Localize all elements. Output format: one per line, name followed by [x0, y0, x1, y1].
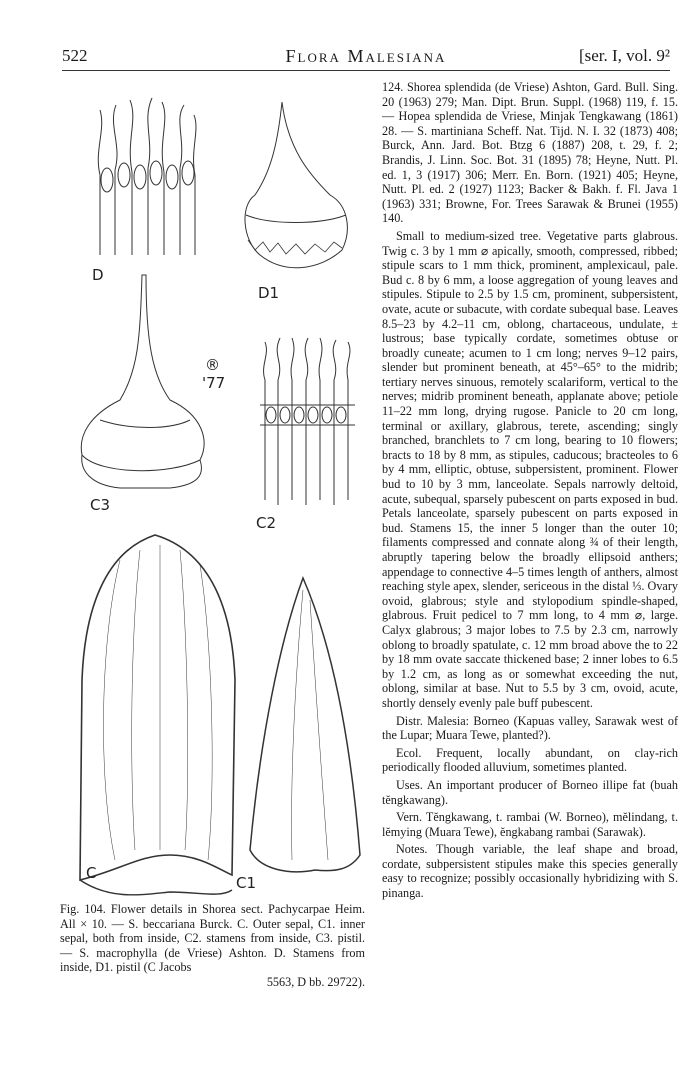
label-d: D [92, 266, 104, 284]
vernacular-names-paragraph: Vern. Tĕngkawang, t. rambai (W. Borneo), mĕlindang, t. lĕmying (Muara Tewe), ĕngkabang rambai (Sarawak). [382, 810, 678, 839]
outer-sepal-drawing-c [80, 535, 235, 895]
botanical-figure [60, 80, 372, 900]
species-description-column [382, 80, 678, 904]
morphological-description: Small to medium-sized tree. Vegetative parts glabrous. Twig c. 3 by 1 mm ⌀ apically, smooth, compressed, ribbed; stipule scars to 1 mm thick, prominent, amplexicaul, pale. Bud c. 8 by 6 mm, a loose aggregation of young leaves and stipules. Stipule to 2.5 by 1.5 cm, prominent, subpersistent, ovate, acute or subacute, with cordate subequal base. Leaves 8.5–23 by 4.2–11 cm, oblong, chartaceous, undulate, ± lustrous; base typically cordate, sometimes obtuse or broadly cuneate; acumen to 1 cm long; nerves 9–12 pairs, slender but prominent beneath, at 45°–65° to the midrib; tertiary nerves sinuous, remotely scalariform, vertical to the nerves; midrib prominent beneath, applanate above; petiole 11–22 mm long, drying rugose. Panicle to 20 cm long, terminal or axillary, glabrous, terete, ascending; singly branched, branchlets to 7 cm long, bearing to 10 flowers; bracts to 18 by 8 mm, as stipules, caducous; bracteoles to 6 by 4 mm, elliptic, obtuse, subpersistent, prominent. Flower bud to 10 by 3 mm, lanceolate. Sepals narrowly deltoid, acute, subequal, sparsely pubescent on parts exposed in bud. Petals lanceolate, sparsely pubescent on parts exposed in bud. Stamens 15, the inner 5 longer than the outer 10; filaments compressed and connate along ¾ of their length, abruptly tapering below the broadly ellipsoid anthers; appendage to connective 4–5 times length of anthers, almost reaching style apex, slender, sericeous in the distal ⅓. Ovary ovoid, glabrous; style and stylopodium spindle-shaped, glabrous. Fruit pedicel to 7 mm long, to 4 mm ⌀, large. Calyx glabrous; 3 major lobes to 7.5 by 2.3 cm, narrowly oblong to broadly spatulate, c. 12 mm broad above the to 22 by 18 mm ovate saccate thickened base; 2 inner lobes to 6.5 by 1.2 cm, as long as or somewhat exceeding the nut, oblong, similar at base. Nut to 5.5 by 3 cm, ovoid, acute, shortly densely evenly pale buff pubescent. [382, 228, 678, 710]
running-header [62, 42, 670, 71]
distribution-paragraph: Distr. Malesia: Borneo (Kapuas valley, Sarawak west of the Lupar; Muara Tewe, planted?). [382, 713, 678, 743]
registered-mark: ® [205, 356, 220, 374]
caption-collection-numbers: 5563, D bb. 29722). [266, 974, 365, 989]
species-heading-synonymy: 124. Shorea splendida (de Vriese) Ashton, Gard. Bull. Sing. 20 (1963) 279; Man. Dipt. Brun. Suppl. (1968) 119, f. 15. — Hopea splendida de Vriese, Minjak Tengkawang (1861) 28. — S. martiniana Scheff. Nat. Tijd. N. I. 32 (1873) 408; Burck, Ann. Jard. Bot. Btzg 6 (1887) 208, t. 29, f. 2; Brandis, J. Linn. Soc. Bot. 31 (1895) 78; Heyne, Nutt. Pl. ed. 1, 3 (1917) 306; Merr. En. Born. (1921) 405; Heyne, Nutt. Pl. ed. 2 (1927) 1123; Backer & Bakh. f. Fl. Java 1 (1963) 331; Browne, For. Trees Sarawak & Brunei (1955) 140. [382, 80, 678, 226]
label-c1: C1 [236, 874, 257, 892]
label-d1: D1 [258, 284, 280, 302]
pistil-drawing-c3 [81, 275, 204, 488]
notes-paragraph: Notes. Though variable, the leaf shape and broad, cordate, subpersistent stipules make this species generally easy to recognize; possibly occasionally hybridizing with S. pinanga. [382, 842, 678, 901]
year-mark: '77 [202, 374, 226, 392]
running-title: Flora Malesiana [285, 46, 447, 66]
caption-text: Fig. 104. Flower details in Shorea sect. Pachycarpae Heim. All × 10. — S. beccariana Burck. C. Outer sepal, C1. inner sepal, both from inside, C2. stamens from inside, C3. pistil. — S. macrophylla (de Vriese) Ashton. D. Stamens from inside, D1. pistil (C Jacobs [60, 902, 365, 975]
page-number: 522 [62, 46, 88, 65]
ecology-paragraph: Ecol. Frequent, locally abundant, on clay-rich periodically flooded alluvium, sometimes planted. [382, 745, 678, 775]
uses-paragraph: Uses. An important producer of Borneo illipe fat (buah tĕngkawang). [382, 777, 678, 807]
stamens-drawing-d [98, 98, 196, 255]
label-c2: C2 [256, 514, 277, 532]
figure-caption [60, 902, 365, 990]
series-volume: [ser. I, vol. 9² [578, 46, 670, 65]
stamens-drawing-c2 [260, 338, 355, 505]
label-c: C [86, 864, 97, 882]
pistil-drawing-d1 [245, 102, 347, 268]
label-c3: C3 [90, 496, 111, 514]
inner-sepal-drawing-c1 [250, 578, 360, 872]
figure-drawing [60, 80, 372, 900]
